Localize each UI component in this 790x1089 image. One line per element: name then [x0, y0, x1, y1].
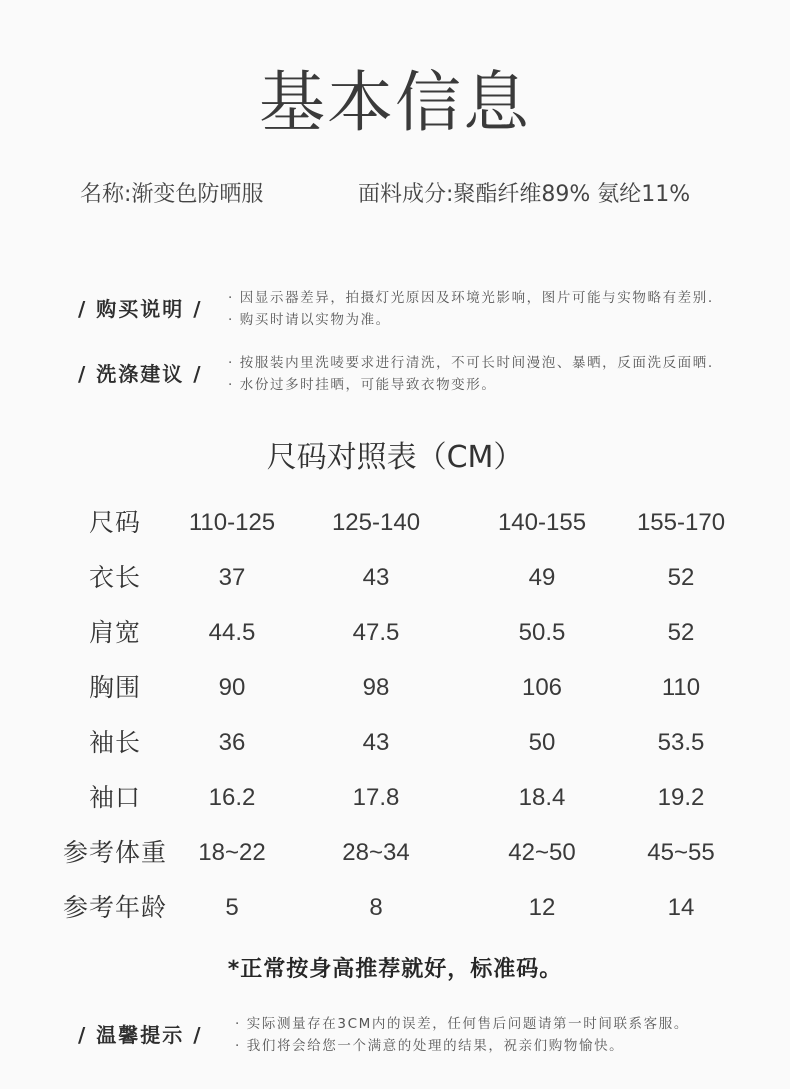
washing-note-line: · 水份过多时挂晒，可能导致衣物变形。 [228, 377, 497, 393]
tips-lines [235, 1013, 689, 1057]
size-value-cell: 45~55 [647, 839, 715, 866]
size-row-shoulder [0, 605, 790, 660]
size-value-cell: 12 [528, 894, 556, 921]
size-value-cell: 50 [528, 729, 556, 756]
size-value-cell: 47.5 [352, 619, 400, 646]
size-value-cell: 18.4 [518, 784, 566, 811]
size-row-cuff [0, 770, 790, 825]
size-value-cell: 98 [362, 674, 390, 701]
tip-line: · 我们将会给您一个满意的处理的结果，祝亲们购物愉快。 [235, 1038, 625, 1054]
size-value-cell: 17.8 [352, 784, 400, 811]
size-value-cell: 14 [667, 894, 695, 921]
size-value-cell: 53.5 [657, 729, 705, 756]
size-value-cell: 5 [225, 894, 239, 921]
size-value-cell: 16.2 [208, 784, 256, 811]
size-value-cell: 49 [528, 564, 556, 591]
size-value-cell: 18~22 [198, 839, 266, 866]
fabric-composition: 面料成分:聚酯纤维89% 氨纶11% [358, 182, 691, 207]
size-row-label: 参考体重 [62, 838, 168, 867]
size-value-cell: 43 [362, 564, 390, 591]
size-row-label: 肩宽 [88, 618, 142, 647]
size-row-label: 胸围 [88, 673, 142, 702]
size-chart-title: 尺码对照表（CM） [266, 440, 524, 475]
size-value-cell: 52 [667, 564, 695, 591]
size-value-cell: 28~34 [342, 839, 410, 866]
size-value-cell: 90 [218, 674, 246, 701]
size-row-label: 尺码 [88, 508, 142, 537]
washing-notes [0, 352, 790, 396]
washing-notes-heading: / 洗涤建议 / [78, 362, 203, 386]
size-row-weight [0, 825, 790, 880]
size-row-label: 参考年龄 [62, 893, 168, 922]
basic-info-line [0, 181, 790, 209]
size-recommendation: *正常按身高推荐就好，标准码。 [227, 957, 563, 982]
size-row-age [0, 880, 790, 935]
size-row-sleeve [0, 715, 790, 770]
size-value-cell: 106 [521, 674, 563, 701]
size-value-cell: 36 [218, 729, 246, 756]
tips-heading: / 温馨提示 / [78, 1023, 203, 1047]
purchase-note-line: · 因显示器差异，拍摄灯光原因及环境光影响，图片可能与实物略有差别. [228, 290, 714, 306]
size-value-cell: 140-155 [497, 509, 587, 536]
purchase-notes-heading: / 购买说明 / [78, 297, 203, 321]
size-value-cell: 155-170 [636, 509, 726, 536]
size-value-cell: 125-140 [331, 509, 421, 536]
size-value-cell: 8 [369, 894, 383, 921]
size-row-chest [0, 660, 790, 715]
size-value-cell: 42~50 [508, 839, 576, 866]
size-value-cell: 110-125 [188, 509, 276, 536]
tip-line: · 实际测量存在3CM内的误差，任何售后问题请第一时间联系客服。 [235, 1016, 689, 1032]
size-value-cell: 52 [667, 619, 695, 646]
size-row-label: 衣长 [88, 563, 142, 592]
page-title: 基本信息 [259, 64, 531, 141]
washing-notes-lines [228, 352, 714, 396]
purchase-notes [0, 287, 790, 331]
size-value-cell: 110 [661, 674, 701, 701]
purchase-notes-lines [228, 287, 714, 331]
size-row-size [0, 495, 790, 550]
washing-note-line: · 按服装内里洗唛要求进行清洗，不可长时间漫泡、暴晒，反面洗反面晒. [228, 355, 714, 371]
tips-notes [0, 1013, 790, 1057]
product-name: 名称:渐变色防晒服 [80, 182, 264, 207]
size-value-cell: 37 [218, 564, 246, 591]
size-value-cell: 43 [362, 729, 390, 756]
purchase-note-line: · 购买时请以实物为准。 [228, 312, 391, 328]
size-value-cell: 50.5 [518, 619, 566, 646]
size-row-length [0, 550, 790, 605]
size-row-label: 袖口 [88, 783, 142, 812]
size-value-cell: 19.2 [657, 784, 705, 811]
size-chart-table [0, 495, 790, 935]
size-row-label: 袖长 [88, 728, 142, 757]
size-value-cell: 44.5 [208, 619, 256, 646]
